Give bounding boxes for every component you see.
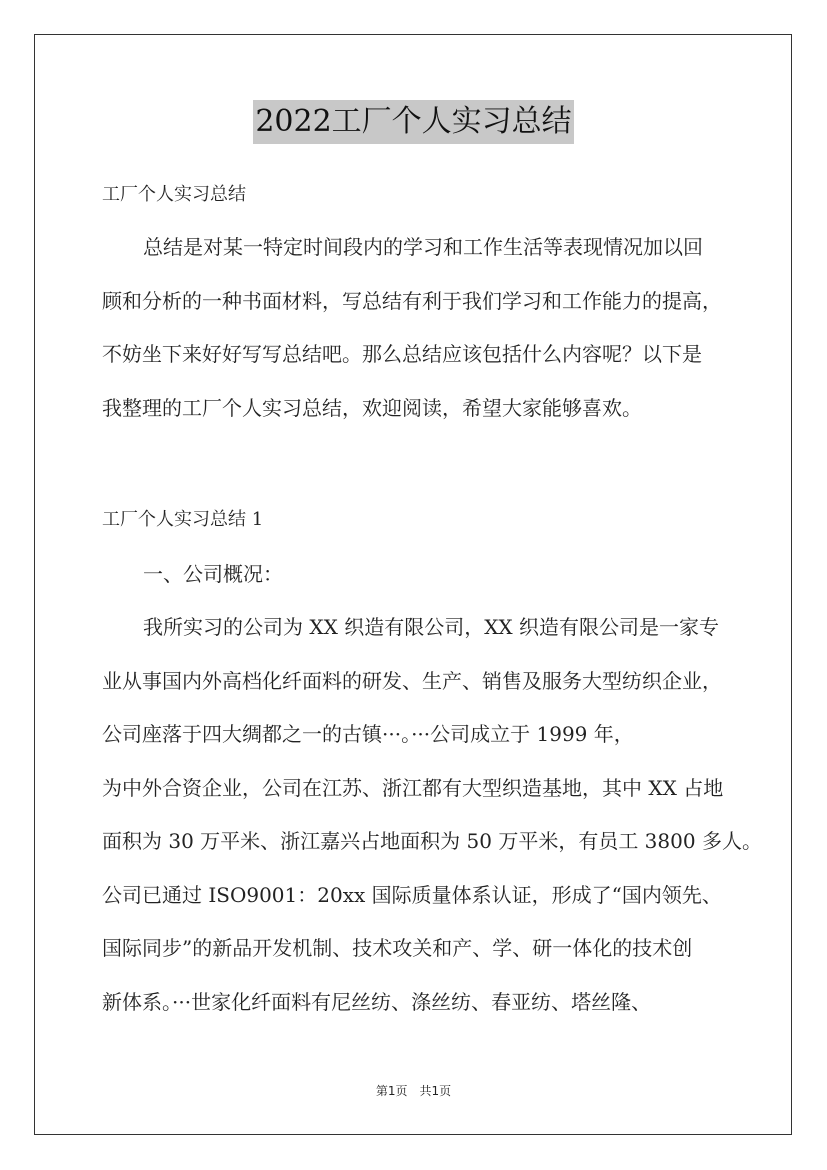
intro-line: 不妨坐下来好好写写总结吧。那么总结应该包括什么内容呢？以下是 bbox=[102, 342, 702, 366]
document-title: 2022工厂个人实习总结 bbox=[253, 100, 573, 144]
page-number: 第1页 共1页 bbox=[375, 1084, 452, 1098]
body-line: 公司已通过 ISO9001：20xx 国际质量体系认证，形成了“国内领先、 bbox=[102, 882, 722, 907]
body-line: 为中外合资企业，公司在江苏、浙江都有大型织造基地，其中 XX 占地 bbox=[102, 775, 724, 800]
body-line: 新体系。···世家化纤面料有尼丝纺、涤丝纺、春亚纺、塔丝隆、 bbox=[102, 989, 652, 1014]
body-line: 面积为 30 万平米、浙江嘉兴占地面积为 50 万平米，有员工 3800 多人。 bbox=[102, 829, 762, 853]
title-container bbox=[0, 100, 827, 144]
intro-line: 顾和分析的一种书面材料，写总结有利于我们学习和工作能力的提高， bbox=[102, 288, 722, 313]
section-title: 工厂个人实习总结 1 bbox=[102, 509, 264, 530]
subsection-title: 一、公司概况： bbox=[143, 562, 283, 586]
intro-line: 我整理的工厂个人实习总结，欢迎阅读，希望大家能够喜欢。 bbox=[102, 395, 642, 420]
body-line: 我所实习的公司为 XX 织造有限公司，XX 织造有限公司是一家专 bbox=[143, 615, 720, 639]
intro-line: 总结是对某一特定时间段内的学习和工作生活等表现情况加以回 bbox=[143, 235, 703, 259]
body-paragraph bbox=[102, 601, 762, 1029]
body-line: 业从事国内外高档化纤面料的研发、生产、销售及服务大型纺织企业， bbox=[102, 668, 722, 693]
body-line: 公司座落于四大绸都之一的古镇···。···公司成立于 1999 年， bbox=[102, 722, 634, 746]
body-line: 国际同步”的新品开发机制、技术攻关和产、学、研一体化的技术创 bbox=[102, 936, 693, 960]
intro-paragraph bbox=[102, 221, 752, 435]
document-subtitle: 工厂个人实习总结 bbox=[102, 184, 246, 205]
